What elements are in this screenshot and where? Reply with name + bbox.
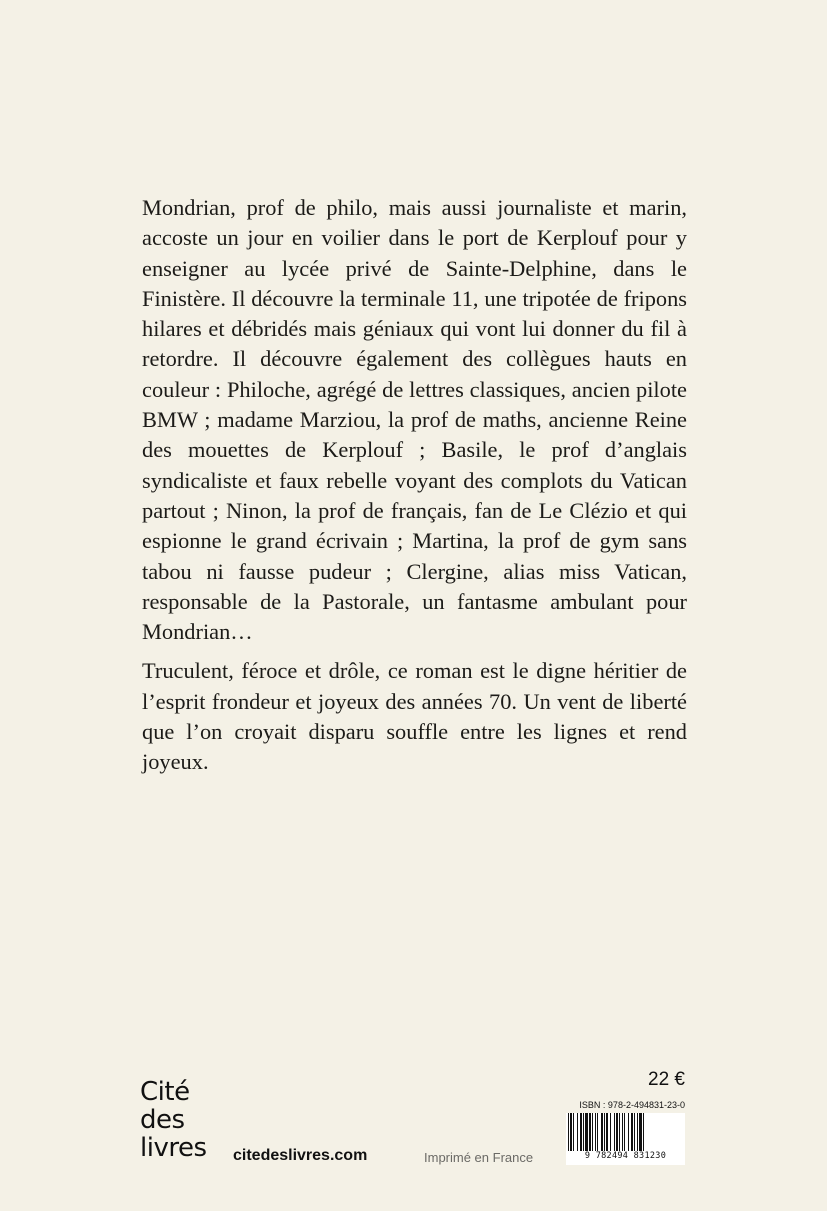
barcode-bar (637, 1113, 638, 1151)
barcode-bar (639, 1113, 642, 1151)
barcode-bar (634, 1113, 635, 1151)
barcode-bar (583, 1113, 584, 1151)
publisher-logo (140, 1078, 207, 1162)
isbn-label: ISBN : 978-2-494831-23-0 (579, 1100, 685, 1110)
printed-in-label: Imprimé en France (424, 1150, 534, 1165)
barcode-bar (580, 1113, 582, 1151)
logo-line-1: Cité (140, 1077, 190, 1107)
barcode-bar (585, 1113, 588, 1151)
barcode-bar (577, 1113, 578, 1151)
barcode-bar (616, 1113, 618, 1151)
barcode-bar (606, 1113, 608, 1151)
barcode-bar (601, 1113, 603, 1151)
barcode-bar (610, 1113, 611, 1151)
barcode-bar (592, 1113, 593, 1151)
barcode-bar (570, 1113, 572, 1151)
barcode-bar (573, 1113, 574, 1151)
barcode-bar (628, 1113, 629, 1151)
barcode-bar (619, 1113, 620, 1151)
back-cover-blurb (142, 193, 687, 778)
blurb-paragraph-2: Truculent, féroce et drôle, ce roman est le digne héritier de l’esprit frondeur et joyeux des années 70. Un vent de liberté que l’on croyait disparu souffle entre les lignes et rend joyeux. (142, 658, 687, 775)
barcode-bar (622, 1113, 623, 1151)
barcode-bar (614, 1113, 615, 1151)
logo-line-2: des (140, 1105, 185, 1135)
barcode-bars (566, 1113, 685, 1151)
barcode-bar (604, 1113, 605, 1151)
barcode-bar (595, 1113, 596, 1151)
publisher-website: citedeslivres.com (233, 1147, 368, 1164)
barcode-bar (589, 1113, 591, 1151)
barcode-bar (597, 1113, 598, 1151)
barcode-bar (624, 1113, 625, 1151)
price: 22 € (648, 1069, 685, 1090)
barcode-bar (568, 1113, 569, 1151)
logo-line-3: livres (140, 1133, 207, 1163)
barcode-bar (643, 1113, 644, 1151)
barcode-bar (631, 1113, 633, 1151)
barcode-digits: 9 782494 831230 (584, 1151, 667, 1161)
blurb-paragraph-1: Mondrian, prof de philo, mais aussi journaliste et marin, accoste un jour en voilier dans le port de Kerplouf pour y enseigner au lycée privé de Sainte-Delphine, dans le Finistère. Il découvre la terminale 11, une tripotée de fripons hilares et débridés mais géniaux qui vont lui donner du fil à retordre. Il découvre également des collègues hauts en couleur : Philoche, agrégé de lettres classiques, ancien pilote BMW ; madame Marziou, la prof de maths, ancienne Reine des mouettes de Kerplouf ; Basile, le prof d’anglais syndicaliste et faux rebelle voyant des complots du Vatican partout ; Ninon, la prof de français, fan de Le Clézio et qui espionne le grand écrivain ; Martina, la prof de gym sans tabou ni fausse pudeur ; Clergine, alias miss Vatican, responsable de la Pastorale, un fantasme ambulant pour Mondrian… (142, 195, 687, 645)
